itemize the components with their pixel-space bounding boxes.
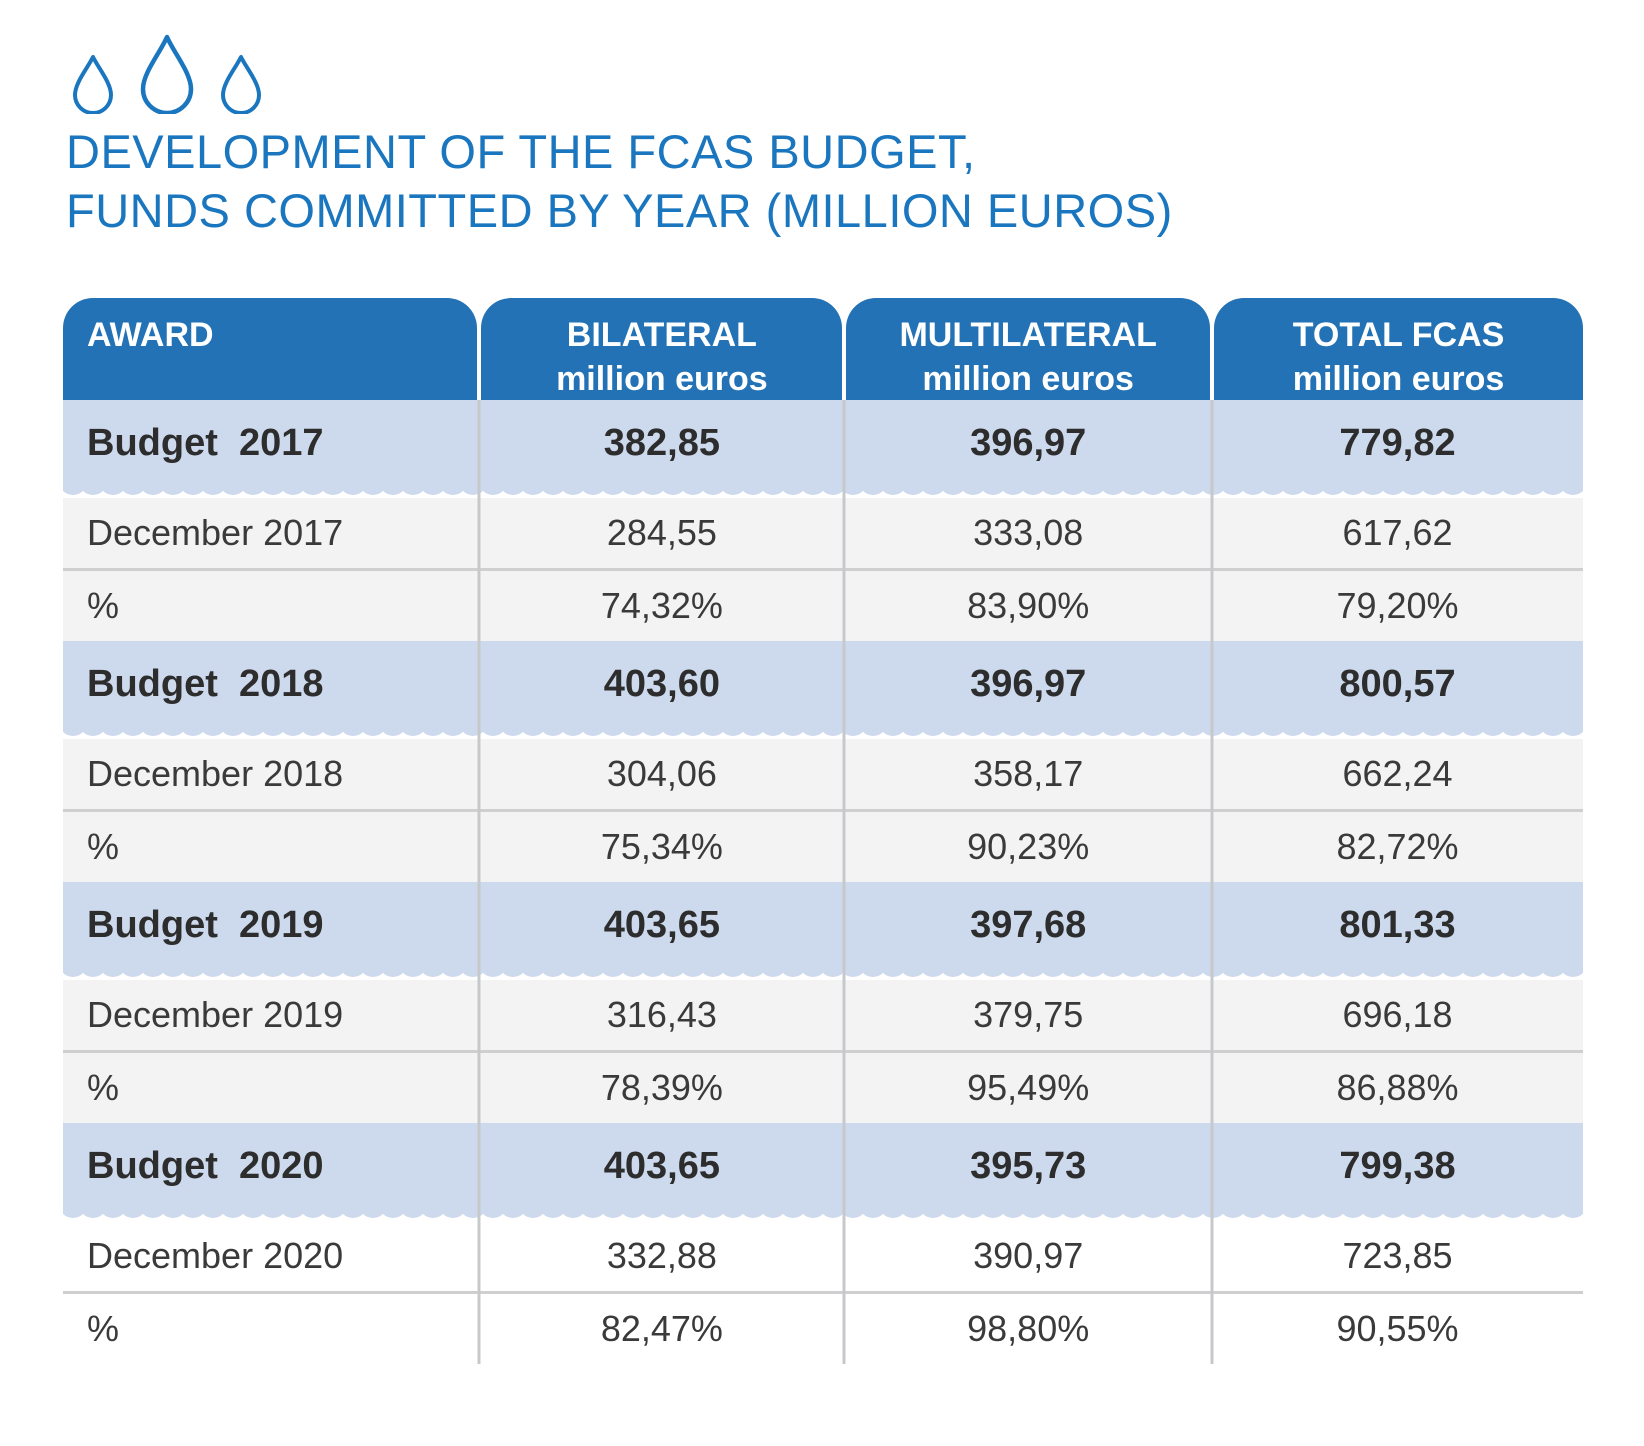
wavy-edge	[63, 968, 1583, 980]
cell-value: 95,49%	[967, 1067, 1090, 1108]
budget-row	[63, 641, 1583, 727]
cell-value: 90,55%	[1336, 1308, 1459, 1349]
column-header-bilateral	[481, 298, 842, 401]
budget-row	[63, 1123, 1583, 1209]
row-label: Budget 2018	[87, 662, 324, 705]
row-label: %	[87, 585, 120, 626]
page-title-line2: FUNDS COMMITTED BY YEAR (MILLION EUROS)	[66, 184, 1173, 237]
cell-value: 79,20%	[1336, 585, 1459, 626]
cell-value: 395,73	[970, 1144, 1087, 1187]
table-row	[63, 739, 1583, 809]
cell-value: 403,60	[603, 662, 720, 705]
cell-value: 284,55	[606, 512, 717, 553]
row-label: Budget 2020	[87, 1144, 324, 1187]
cell-value: 800,57	[1339, 662, 1456, 705]
row-label: %	[87, 1067, 120, 1108]
table-row	[63, 1053, 1583, 1123]
table-row	[63, 812, 1583, 882]
cell-value: 617,62	[1342, 512, 1453, 553]
cell-value: 403,65	[603, 903, 720, 946]
column-header-label: TOTAL FCAS	[1292, 316, 1505, 354]
column-header-award	[63, 298, 477, 401]
row-label: December 2019	[87, 994, 344, 1035]
column-header-label: AWARD	[87, 316, 214, 354]
cell-value: 696,18	[1342, 994, 1453, 1035]
cell-value: 390,97	[973, 1235, 1084, 1276]
cell-value: 90,23%	[967, 826, 1090, 867]
table-header-row	[63, 298, 1583, 400]
column-header-label: BILATERAL	[566, 316, 757, 354]
row-label: %	[87, 1308, 120, 1349]
column-header-total-fcas	[1214, 298, 1583, 401]
cell-value: 358,17	[973, 753, 1084, 794]
column-divider	[478, 400, 481, 1364]
cell-value: 382,85	[603, 421, 720, 464]
water-drops-logo	[72, 34, 262, 114]
cell-value: 403,65	[603, 1144, 720, 1187]
page-title	[66, 122, 1173, 240]
budget-row	[63, 400, 1583, 486]
cell-value: 98,80%	[967, 1308, 1090, 1349]
column-header-label: MULTILATERAL	[899, 316, 1157, 354]
cell-value: 83,90%	[967, 585, 1090, 626]
row-label: %	[87, 826, 120, 867]
table-row	[63, 980, 1583, 1050]
table-row	[63, 1294, 1583, 1364]
table-row	[63, 498, 1583, 568]
column-header-subtitle: million euros	[1292, 360, 1505, 398]
cell-value: 396,97	[970, 662, 1087, 705]
cell-value: 779,82	[1339, 421, 1456, 464]
table-row	[63, 571, 1583, 641]
cell-value: 332,88	[606, 1235, 717, 1276]
column-divider	[1211, 400, 1214, 1364]
cell-value: 74,32%	[600, 585, 723, 626]
wavy-edge	[63, 486, 1583, 498]
row-label: December 2020	[87, 1235, 344, 1276]
water-drop-icon	[72, 54, 114, 114]
row-label: December 2018	[87, 753, 344, 794]
cell-value: 799,38	[1339, 1144, 1456, 1187]
cell-value: 304,06	[606, 753, 717, 794]
column-header-multilateral	[846, 298, 1210, 401]
table-row	[63, 1221, 1583, 1291]
cell-value: 316,43	[606, 994, 717, 1035]
cell-value: 396,97	[970, 421, 1087, 464]
table-body	[63, 400, 1583, 1364]
row-label: Budget 2019	[87, 903, 324, 946]
water-drop-icon	[140, 34, 194, 114]
cell-value: 662,24	[1342, 753, 1453, 794]
wavy-edge	[63, 727, 1583, 739]
column-header-subtitle: million euros	[556, 360, 768, 398]
cell-value: 75,34%	[600, 826, 723, 867]
cell-value: 723,85	[1342, 1235, 1453, 1276]
cell-value: 333,08	[973, 512, 1084, 553]
cell-value: 82,72%	[1336, 826, 1459, 867]
row-label: Budget 2017	[87, 421, 324, 464]
column-divider	[843, 400, 846, 1364]
wavy-edge	[63, 1209, 1583, 1221]
row-label: December 2017	[87, 512, 344, 553]
cell-value: 379,75	[973, 994, 1084, 1035]
cell-value: 78,39%	[600, 1067, 723, 1108]
budget-row	[63, 882, 1583, 968]
water-drop-icon	[220, 54, 262, 114]
cell-value: 86,88%	[1336, 1067, 1459, 1108]
page-title-line1: DEVELOPMENT OF THE FCAS BUDGET,	[66, 125, 976, 178]
fcas-budget-table	[63, 298, 1583, 1364]
cell-value: 801,33	[1339, 903, 1456, 946]
column-header-subtitle: million euros	[922, 360, 1134, 398]
cell-value: 82,47%	[600, 1308, 723, 1349]
cell-value: 397,68	[970, 903, 1087, 946]
